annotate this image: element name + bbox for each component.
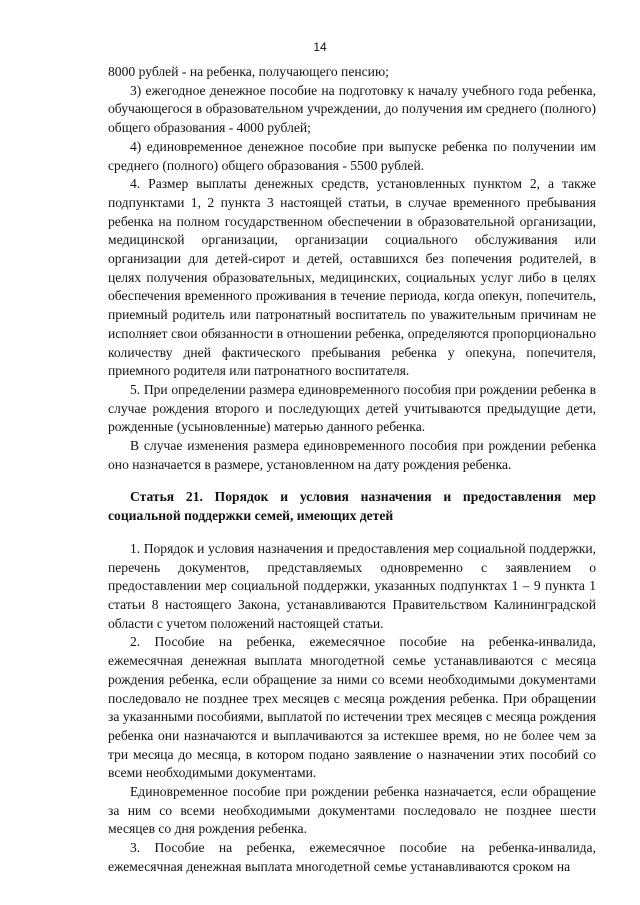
page-number: 14 xyxy=(313,40,327,54)
document-body xyxy=(108,63,596,877)
paragraph: 3) ежегодное денежное пособие на подготовку к началу учебного года ребенка, обучающегося в образовательном учреждении, до получения им среднего (полного) общего образования - 4000 рублей; xyxy=(108,82,596,136)
article-heading: Статья 21. Порядок и условия назначения и предоставления мер социальной поддержки семей, имеющих детей xyxy=(108,489,596,524)
paragraph: 4) единовременное денежное пособие при выпуске ребенка по получении им среднего (полного) общего образования - 5500 рублей. xyxy=(108,138,596,173)
paragraph: Единовременное пособие при рождении ребенка назначается, если обращение за ним со всеми необходимыми документами последовало не позднее шести месяцев со дня рождения ребенка. xyxy=(108,784,596,837)
paragraph: 5. При определении размера единовременного пособия при рождении ребенка в случае рождения второго и последующих детей учитываются предыдущие дети, рожденные (усыновленные) матерью данного ребенка. xyxy=(108,381,596,435)
paragraph: 8000 рублей - на ребенка, получающего пенсию; xyxy=(108,64,389,79)
paragraph: В случае изменения размера единовременного пособия при рождении ребенка оно назначается в размере, установленном на дату рождения ребенка. xyxy=(108,438,596,472)
paragraph: 1. Порядок и условия назначения и предоставления мер социальной поддержки, перечень документов, представляемых одновременно с заявлением о предоставлении мер социальной поддержки, указанных подпунктах 1 – 9 пункта 1 статьи 8 настоящего Закона, устанавливаются Правительством Калининградской области с учетом положений настоящей статьи. xyxy=(108,540,596,631)
paragraph: 2. Пособие на ребенка, ежемесячное пособие на ребенка-инвалида, ежемесячная денежная выплата многодетной семье устанавливаются с месяца рождения ребенка, если обращение за ними со всеми необходимыми документами последовало не позднее трех месяцев с месяца рождения ребенка. При обращении за указанными пособиями, выплатой по истечении трех месяцев с месяца рождения ребенка они назначаются и выплачиваются за истекшее время, но не более чем за три месяца до месяца, в котором подано заявление о назначении этих пособий со всеми необходимыми документами. xyxy=(108,634,596,781)
paragraph: 4. Размер выплаты денежных средств, установленных пунктом 2, а также подпунктами 1, 2 пункта 3 настоящей статьи, в случае временного пребывания ребенка на полном государственном обеспечении в образовательной организации, медицинской организации, организации социального обслуживания или организации для детей-сирот и детей, оставшихся без попечения родителей, в целях получения образовательных, медицинских, социальных услуг либо в целях обеспечения временного проживания в течение периода, когда опекун, попечитель, приемный родитель или патронатный воспитатель по уважительным причинам не исполняет свои обязанности в отношении ребенка, определяются пропорционально количеству дней фактического пребывания ребенка у опекуна, попечителя, приемного родителя или патронатного воспитателя. xyxy=(108,176,596,379)
paragraph: 3. Пособие на ребенка, ежемесячное пособие на ребенка-инвалида, ежемесячная денежная выплата многодетной семье устанавливаются сроком на xyxy=(108,840,596,874)
